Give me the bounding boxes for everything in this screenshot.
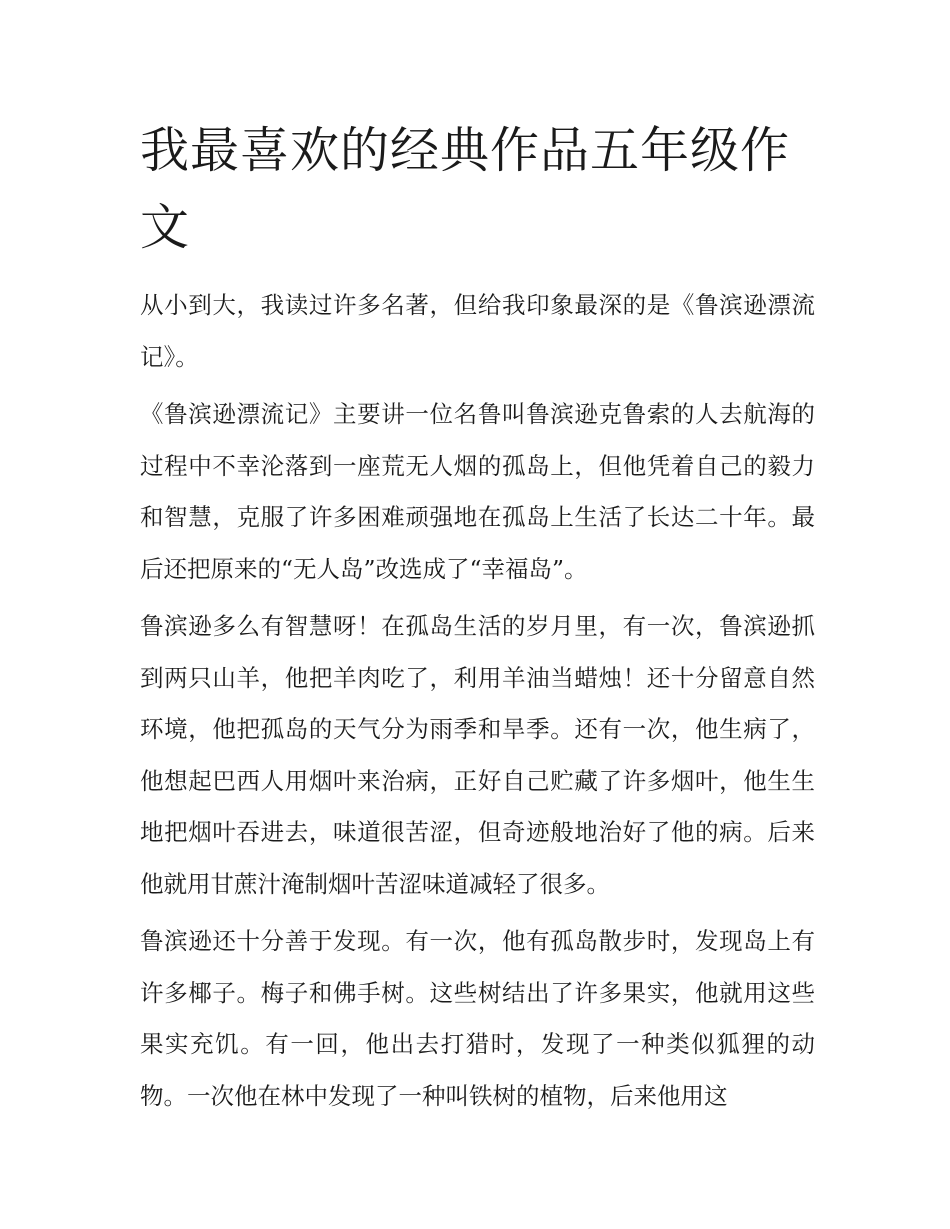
- paragraph-wisdom: 鲁滨逊多么有智慧呀！在孤岛生活的岁月里，有一次，鲁滨逊抓到两只山羊，他把羊肉吃了，利用羊油当蜡烛！还十分留意自然环境，他把孤岛的天气分为雨季和旱季。还有一次，他生病了，他想起巴西人用烟叶来治病，正好自己贮藏了许多烟叶，他生生地把烟叶吞进去，味道很苦涩，但奇迹般地治好了他的病。后来他就用甘蔗汁淹制烟叶苦涩味道减轻了很多。: [140, 612, 815, 898]
- document-body: [140, 112, 815, 1128]
- paragraph-summary: 《鲁滨逊漂流记》主要讲一位名鲁叫鲁滨逊克鲁索的人去航海的过程中不幸沦落到一座荒无人烟的孤岛上，但他凭着自己的毅力和智慧，克服了许多困难顽强地在孤岛上生活了长达二十年。最后还把原来的“无人岛”改选成了“幸福岛”。: [140, 400, 815, 583]
- paragraph-discovery: 鲁滨逊还十分善于发现。有一次，他有孤岛散步时，发现岛上有许多椰子。梅子和佛手树。这些树结出了许多果实，他就用这些果实充饥。有一回，他出去打猎时，发现了一种类似狐狸的动物。一次他在林中发现了一种叫铁树的植物，后来他用这: [140, 927, 815, 1110]
- document-title: 我最喜欢的经典作品五年级作文: [140, 122, 791, 256]
- paragraph-intro: 从小到大，我读过许多名著，但给我印象最深的是《鲁滨逊漂流记》。: [140, 291, 815, 371]
